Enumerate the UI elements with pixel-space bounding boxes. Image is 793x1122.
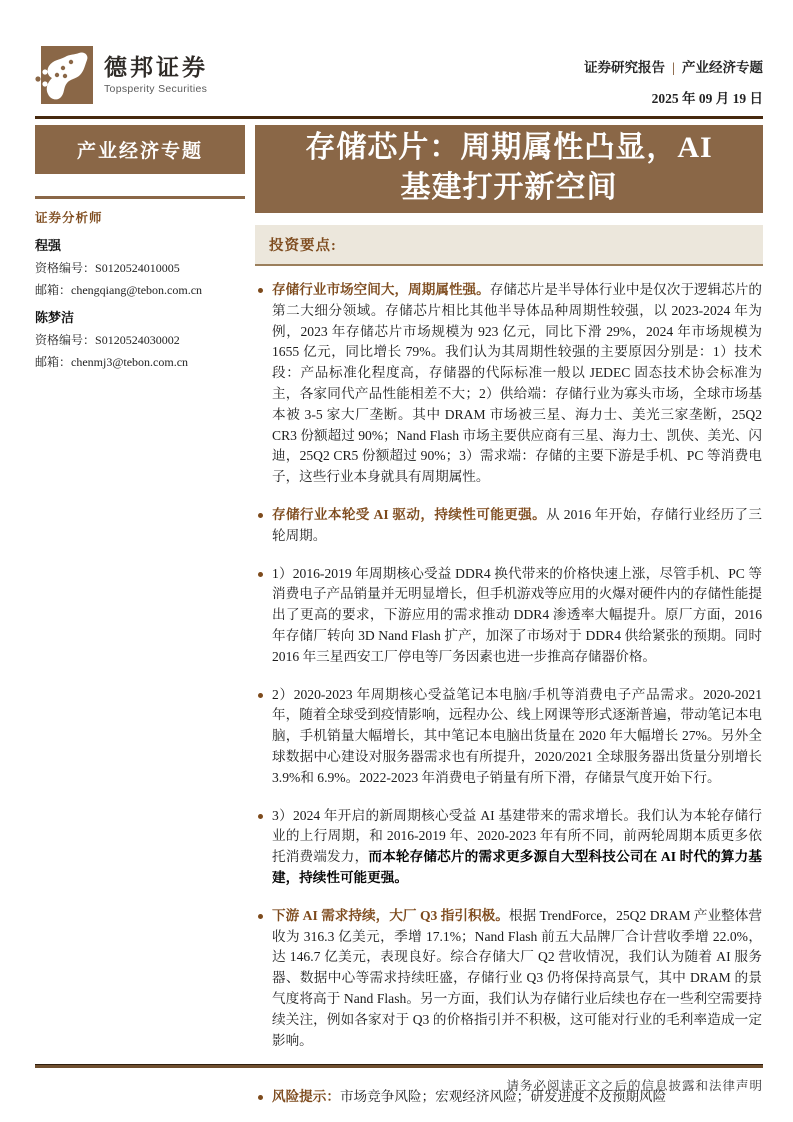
analyst-cert-row [35, 259, 245, 276]
bullet-body: 2）2020-2023 年周期核心受益笔记本电脑/手机等消费电子产品需求。2020-2021 年，随着全球受到疫情影响，远程办公、线上网课等形式逐渐普遍，带动笔记本电脑，手机销量大幅增长，其中笔记本电脑出货量在 2020 年大幅增长 27%。另外全球数据中心建设对服务器需求也有所提升，2020/2021 全球服务器出货量分别增长 3.9%和 6.9%。2022-2023 年消费电子销量有所下滑，存储景气度开始下行。 [272, 686, 762, 785]
analyst-list [35, 235, 245, 370]
bullet-body: 3）2024 年开启的新周期核心受益 AI 基建带来的需求增长。我们认为本轮存储行业的上行周期，和 2016-2019 年、2020-2023 年有所不同，前两轮周期本质更多依托消费端发力， [272, 807, 762, 865]
analyst-email-row [35, 353, 245, 370]
analyst-cert-row [35, 331, 245, 348]
pipe-divider: | [672, 60, 675, 75]
brand-name-en: Topsperity Securities [104, 82, 208, 95]
bullet-text [272, 505, 762, 547]
bullet-dot-icon [258, 693, 263, 698]
footer-rule [35, 1064, 763, 1068]
analyst-section-title: 证券分析师 [35, 210, 103, 225]
report-title [255, 125, 763, 213]
bullet-text [272, 564, 762, 668]
report-type-line [584, 56, 763, 76]
analyst-block [35, 235, 245, 298]
highlights-list [255, 280, 763, 1108]
page-header [35, 0, 763, 107]
investment-highlights-label: 投资要点: [255, 225, 763, 266]
report-date: 2025 年 09 月 19 日 [651, 91, 763, 106]
bullet-text [272, 906, 762, 1052]
cert-number: S0120524010005 [95, 260, 180, 275]
highlight-bullet [255, 806, 762, 889]
cert-number: S0120524030002 [95, 332, 180, 347]
header-meta [584, 46, 763, 107]
highlight-bullet [255, 906, 762, 1052]
header-rule [35, 116, 763, 119]
sidebar-divider [35, 196, 245, 199]
bullet-lead: 下游 AI 需求持续，大厂 Q3 指引积极。 [272, 907, 509, 923]
bullet-dot-icon [258, 513, 263, 518]
email-label: 邮箱： [35, 282, 72, 297]
brand-names [104, 55, 208, 94]
bullet-dot-icon [258, 288, 263, 293]
brand-name-cn: 德邦证券 [104, 54, 208, 81]
bullet-dot-icon [258, 814, 263, 819]
bullet-lead: 风险提示： [272, 1089, 340, 1105]
bullet-body: 根据 TrendForce，25Q2 DRAM 产业整体营收为 316.3 亿美元，季增 17.1%；Nand Flash 前五大品牌厂合计营收季增 22.0%，达 146.7 亿美元，表现良好。综合存储大厂 Q2 营收情况，我们认为随着 AI 服务器、数据中心等需求持续旺盛，存储行业 Q3 仍将保持高景气，其中 DRAM 的景气度将高于 Nand Flash。另一方面，我们认为存储行业后续也存在一些利空需要持续关注，例如各家对于 Q3 的价格指引并不积极，这可能对行业的毛利率造成一定影响。 [272, 907, 762, 1048]
bullet-body: 1）2016-2019 年周期核心受益 DDR4 换代带来的价格快速上涨，尽管手机、PC 等消费电子产品销量并无明显增长，但手机游戏等应用的火爆对硬件内的存储性能提出了更高的要求，下游应用的需求推动 DDR4 渗透率大幅提升。原厂方面，2016 年存储厂转向 3D Nand Flash 扩产，加深了市场对于 DDR4 供给紧张的预期。同时 2016 年三星西安工厂停电等厂务因素也进一步推高存储器价格。 [272, 565, 762, 664]
leopard-logo-icon [35, 46, 93, 104]
analyst-name: 程强 [35, 237, 62, 253]
sidebar [35, 125, 245, 1108]
bullet-body: 市场竞争风险；宏观经济风险；研发进度不及预期风险 [339, 1089, 667, 1105]
content-columns [35, 125, 763, 1108]
bullet-lead: 存储行业市场空间大，周期属性强。 [272, 282, 490, 297]
bullet-body: 从 2016 年开始，存储行业经历了三轮周期。 [272, 506, 762, 543]
email-value: chengqiang@tebon.com.cn [71, 282, 203, 297]
main-column [255, 125, 763, 1108]
report-title-line2: 基建打开新空间 [400, 171, 618, 204]
analyst-name: 陈梦洁 [35, 309, 75, 325]
analyst-email-row [35, 281, 245, 298]
analyst-block [35, 307, 245, 370]
cert-label: 资格编号： [35, 332, 96, 347]
email-value: chenmj3@tebon.com.cn [71, 354, 189, 369]
highlight-bullet [255, 564, 762, 668]
footer-disclaimer: 请务必阅读正文之后的信息披露和法律声明 [506, 1079, 763, 1093]
highlight-bullet [255, 505, 762, 547]
bullet-dot-icon [258, 914, 263, 919]
report-series: 产业经济专题 [682, 60, 763, 75]
email-label: 邮箱： [35, 354, 72, 369]
cert-label: 资格编号： [35, 260, 96, 275]
bullet-lead: 存储行业本轮受 AI 驱动，持续性可能更强。 [272, 506, 547, 522]
report-title-line1: 存储芯片：周期属性凸显，AI [305, 131, 713, 164]
brand-block [35, 46, 208, 104]
bullet-dot-icon [258, 572, 263, 577]
category-box: 产业经济专题 [35, 125, 245, 174]
highlight-bullet [255, 280, 762, 488]
bullet-body: 存储芯片是半导体行业中是仅次于逻辑芯片的第二大细分领域。存储芯片相比其他半导体品种周期性较强，以 2023-2024 年为例，2023 年存储芯片市场规模为 923 亿元，同比下滑 29%，2024 年市场规模为 1655 亿元，同比增长 79%。我们认为其周期性较强的主要原因分别是：1）技术段：产品标准化程度高，存储器的代际标准一般以 JEDEC 固态技术协会标准为主，各家同代产品性能相差不大；2）供给端：存储行业为寡头市场，全球市场基本被 3-5 家大厂垄断。其中 DRAM 市场被三星、海力士、美光三家垄断，25Q2 CR3 份额超过 90%；Nand Flash 市场主要供应商有三星、海力士、凯侠、美光、闪迪，25Q2 CR5 份额超过 90%；3）需求端：存储的主要下游是手机、PC 等消费电子，这些行业本身就具有周期属性。 [272, 282, 763, 485]
bullet-text [272, 280, 762, 488]
bullet-text [272, 685, 762, 789]
report-type: 证券研究报告 [584, 60, 666, 75]
report-page [35, 0, 763, 1108]
bullet-bold-tail: 而本轮存储芯片的需求更多源自大型科技公司在 AI 时代的算力基建，持续性可能更强。 [272, 849, 763, 885]
bullet-dot-icon [258, 1095, 263, 1100]
highlight-bullet [255, 685, 762, 789]
bullet-text [272, 806, 762, 889]
page-footer [35, 1064, 763, 1094]
